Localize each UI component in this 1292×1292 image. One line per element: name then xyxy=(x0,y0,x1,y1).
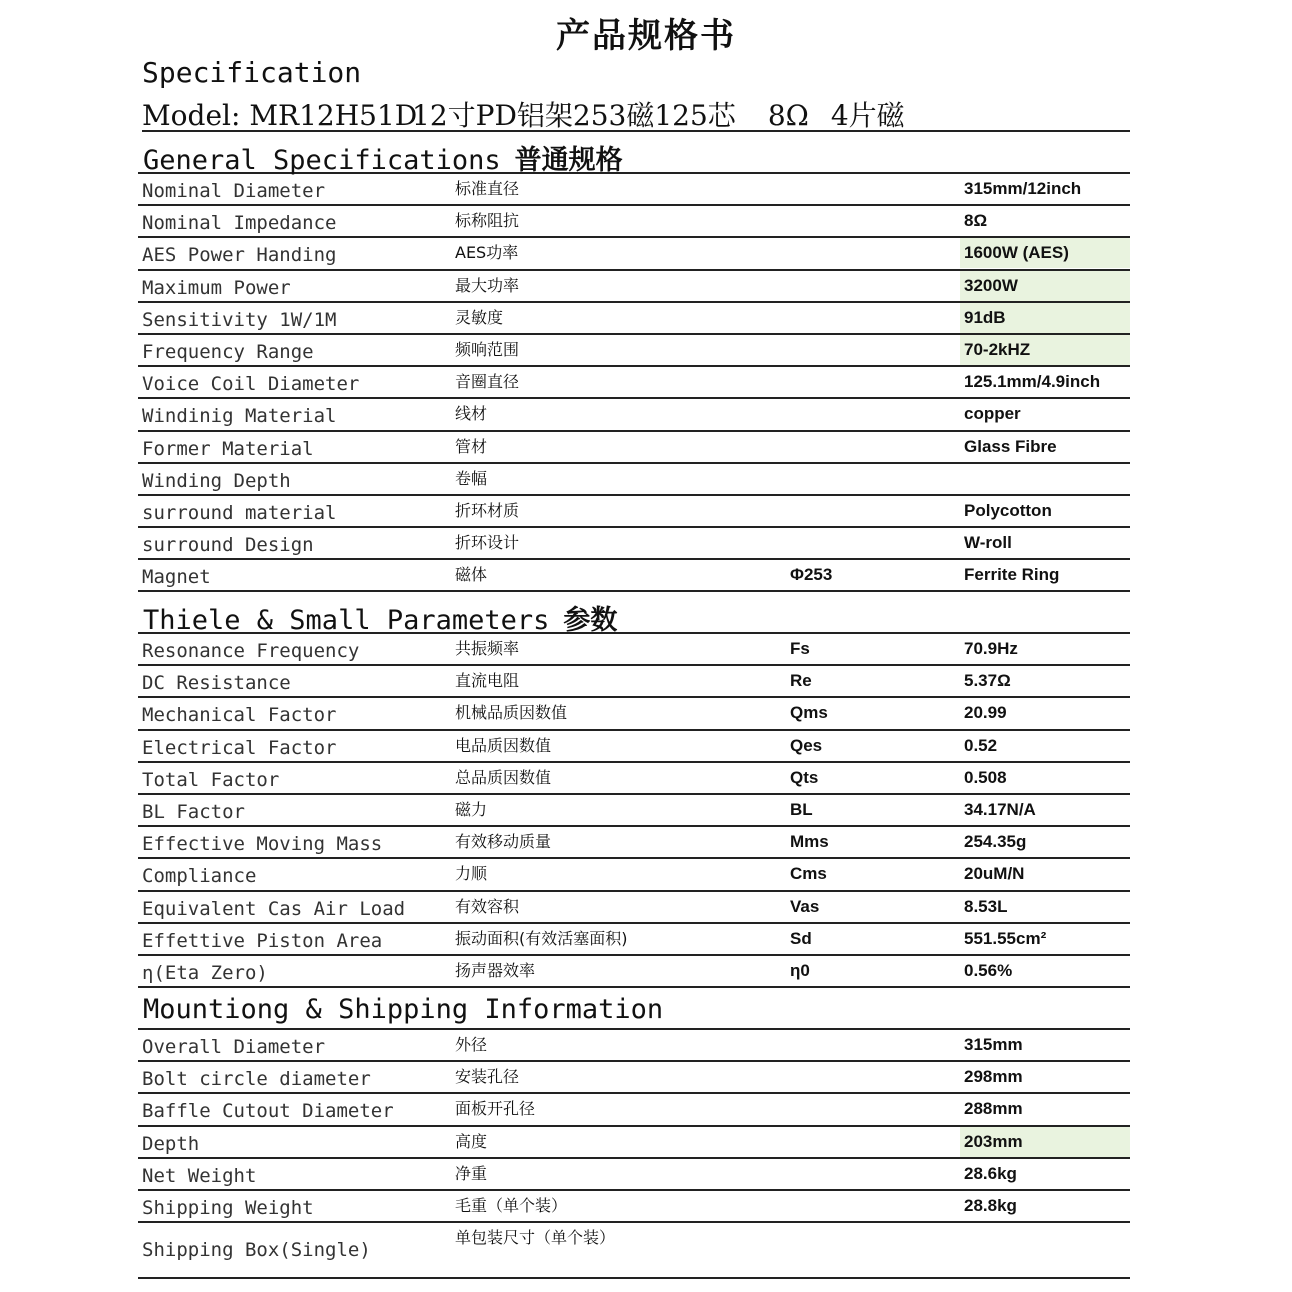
spec-name-cn: 面板开孔径 xyxy=(455,1099,536,1119)
table-row xyxy=(138,1159,1130,1191)
spec-value: 20uM/N xyxy=(964,864,1025,884)
table-row xyxy=(138,174,1130,206)
spec-name-cn: 外径 xyxy=(455,1035,488,1054)
mounting-shipping-section xyxy=(138,990,1130,1279)
spec-value: 3200W xyxy=(960,271,1130,301)
spec-name-cn: 总品质因数值 xyxy=(455,767,552,787)
spec-name-en: Frequency Range xyxy=(142,340,314,363)
model-impedance: 8Ω xyxy=(767,99,809,132)
spec-name-en: Magnet xyxy=(142,566,211,589)
spec-name-en: Baffle Cutout Diameter xyxy=(142,1100,394,1123)
spec-value: Ferrite Ring xyxy=(964,565,1060,585)
thiele-small-section xyxy=(138,594,1130,988)
spec-name-en: BL Factor xyxy=(142,800,245,823)
spec-name-cn: 标称阻抗 xyxy=(455,211,520,231)
spec-value: Glass Fibre xyxy=(964,436,1057,456)
spec-symbol: Qes xyxy=(790,735,823,755)
spec-name-en: Former Material xyxy=(142,437,314,460)
section-title-cn: 参数 xyxy=(563,605,618,636)
table-row xyxy=(138,1094,1130,1126)
spec-name-en: Shipping Box(Single) xyxy=(142,1239,371,1262)
model-label: Model: xyxy=(142,99,241,132)
spec-name-cn: 机械品质因数值 xyxy=(455,703,568,723)
spec-symbol: Re xyxy=(790,671,812,691)
spec-name-en: Electrical Factor xyxy=(142,736,337,759)
spec-symbol: BL xyxy=(790,799,813,819)
spec-table xyxy=(138,634,1130,988)
spec-symbol: Φ253 xyxy=(790,565,833,585)
spec-name-cn: 有效移动质量 xyxy=(455,832,552,852)
table-row xyxy=(138,1127,1130,1159)
spec-name-cn: 电品质因数值 xyxy=(455,735,552,755)
spec-value: 8.53L xyxy=(964,896,1008,916)
spec-value: 315mm xyxy=(964,1035,1023,1054)
model-line xyxy=(142,94,1130,132)
spec-symbol: Mms xyxy=(790,832,829,852)
spec-value: 0.56% xyxy=(964,960,1013,980)
spec-name-en: Winding Depth xyxy=(142,469,291,492)
spec-name-cn: 线材 xyxy=(455,404,488,424)
spec-value: 70-2kHZ xyxy=(960,335,1130,365)
spec-value: 70.9Hz xyxy=(964,639,1018,658)
table-row xyxy=(138,1062,1130,1094)
spec-value: 288mm xyxy=(964,1099,1023,1119)
spec-name-en: AES Power Handing xyxy=(142,244,337,267)
spec-name-cn: 扬声器效率 xyxy=(455,960,536,980)
spec-name-cn: 标准直径 xyxy=(455,179,520,198)
spec-value: 8Ω xyxy=(964,211,988,231)
spec-name-en: η(Eta Zero) xyxy=(142,961,268,984)
table-row xyxy=(138,827,1130,859)
table-row xyxy=(138,1191,1130,1223)
model-code: MR12H51D xyxy=(249,99,418,132)
section-title-cn: 普通规格 xyxy=(514,145,623,176)
spec-name-cn: 净重 xyxy=(455,1163,488,1183)
table-row xyxy=(138,496,1130,528)
spec-value xyxy=(960,1223,1130,1253)
spec-name-en: Total Factor xyxy=(142,768,280,791)
table-row xyxy=(138,464,1130,496)
spec-name-en: Sensitivity 1W/1M xyxy=(142,308,337,331)
spec-name-cn: 磁体 xyxy=(455,565,488,585)
model-magnets: 4片磁 xyxy=(830,99,905,132)
section-heading xyxy=(138,990,1130,1030)
spec-name-cn: 力顺 xyxy=(455,864,488,884)
spec-name-cn: 高度 xyxy=(455,1131,488,1151)
spec-value: 0.508 xyxy=(964,767,1007,787)
spec-value: W-roll xyxy=(964,533,1012,553)
spec-name-cn: AES功率 xyxy=(455,243,519,263)
spec-value: 28.8kg xyxy=(964,1195,1017,1215)
spec-table xyxy=(138,1030,1130,1279)
spec-name-en: DC Resistance xyxy=(142,672,291,695)
spec-name-cn: 直流电阻 xyxy=(455,671,520,691)
section-title-en: Mountiong & Shipping Information xyxy=(143,994,664,1025)
table-row xyxy=(138,956,1130,988)
spec-name-cn: 卷幅 xyxy=(455,468,488,488)
model-description: 12寸PD铝架253磁125芯 xyxy=(412,99,736,132)
section-heading xyxy=(138,594,1130,634)
spec-name-cn: 共振频率 xyxy=(455,639,520,658)
spec-value: 5.37Ω xyxy=(964,671,1011,691)
spec-name-cn: 毛重（单个装） xyxy=(455,1195,568,1215)
spec-value xyxy=(960,464,1130,494)
spec-name-cn: 灵敏度 xyxy=(455,307,504,327)
spec-symbol: Qms xyxy=(790,703,828,723)
spec-name-en: Resonance Frequency xyxy=(142,640,360,662)
table-row xyxy=(138,666,1130,698)
section-heading xyxy=(138,134,1130,174)
spec-name-en: Equivalent Cas Air Load xyxy=(142,897,406,920)
spec-value: 203mm xyxy=(960,1127,1130,1157)
spec-name-cn: 安装孔径 xyxy=(455,1067,520,1087)
spec-symbol: Vas xyxy=(790,896,820,916)
table-row xyxy=(138,795,1130,827)
table-row xyxy=(138,399,1130,431)
spec-name-cn: 折环材质 xyxy=(455,500,520,520)
table-row xyxy=(138,892,1130,924)
spec-name-en: Net Weight xyxy=(142,1164,257,1187)
spec-name-en: surround Design xyxy=(142,534,314,557)
spec-name-en: Effective Moving Mass xyxy=(142,833,383,856)
spec-name-cn: 音圈直径 xyxy=(455,372,520,392)
table-row xyxy=(138,335,1130,367)
spec-name-cn: 最大功率 xyxy=(455,275,520,295)
table-row xyxy=(138,924,1130,956)
spec-value: 315mm/12inch xyxy=(964,179,1082,198)
spec-name-cn: 折环设计 xyxy=(455,533,520,553)
spec-symbol: η0 xyxy=(790,960,810,980)
spec-value: 125.1mm/4.9inch xyxy=(964,372,1101,392)
spec-symbol: Qts xyxy=(790,767,819,787)
spec-value: 0.52 xyxy=(964,735,998,755)
table-row xyxy=(138,271,1130,303)
document-title: 产品规格书 xyxy=(556,16,736,56)
table-row xyxy=(138,303,1130,335)
table-row xyxy=(138,528,1130,560)
spec-name-cn: 管材 xyxy=(455,436,488,456)
spec-name-cn: 频响范围 xyxy=(455,339,520,359)
table-row xyxy=(138,238,1130,270)
spec-name-cn: 单包装尺寸（单个装） xyxy=(455,1228,616,1248)
table-row xyxy=(138,859,1130,891)
spec-value: 551.55cm² xyxy=(964,928,1047,948)
spec-name-en: Compliance xyxy=(142,865,257,888)
spec-value: 34.17N/A xyxy=(964,799,1036,819)
spec-name-en: surround material xyxy=(142,501,337,524)
spec-value: 28.6kg xyxy=(964,1163,1017,1183)
spec-table xyxy=(138,174,1130,592)
spec-name-en: Effettive Piston Area xyxy=(142,929,383,952)
spec-name-en: Nominal Impedance xyxy=(142,212,337,235)
specification-label: Specification xyxy=(142,56,362,89)
spec-value: 20.99 xyxy=(964,703,1007,723)
table-row xyxy=(138,206,1130,238)
spec-name-cn: 磁力 xyxy=(455,799,488,819)
spec-symbol: Fs xyxy=(790,639,810,658)
spec-value: 254.35g xyxy=(964,832,1027,852)
table-row xyxy=(138,560,1130,592)
general-specifications-section xyxy=(138,134,1130,592)
table-row xyxy=(138,1223,1130,1279)
spec-name-en: Voice Coil Diameter xyxy=(142,373,360,396)
table-row xyxy=(138,432,1130,464)
spec-name-en: Mechanical Factor xyxy=(142,704,337,727)
spec-name-en: Maximum Power xyxy=(142,276,291,299)
section-title-en: General Specifications xyxy=(143,145,501,176)
spec-symbol: Sd xyxy=(790,928,812,948)
table-row xyxy=(138,763,1130,795)
spec-value: Polycotton xyxy=(964,500,1052,520)
spec-symbol: Cms xyxy=(790,864,827,884)
spec-name-en: Shipping Weight xyxy=(142,1196,314,1219)
spec-name-en: Bolt circle diameter xyxy=(142,1068,371,1091)
spec-name-en: Depth xyxy=(142,1132,200,1155)
table-row xyxy=(138,367,1130,399)
table-row xyxy=(138,1030,1130,1062)
spec-value: copper xyxy=(964,404,1021,424)
spec-value: 1600W (AES) xyxy=(960,238,1130,268)
spec-name-en: Windinig Material xyxy=(142,405,337,428)
spec-value: 91dB xyxy=(960,303,1130,333)
table-row xyxy=(138,634,1130,666)
spec-name-cn: 振动面积(有效活塞面积) xyxy=(455,928,628,948)
spec-value: 298mm xyxy=(964,1067,1023,1087)
model-label-code xyxy=(142,99,418,132)
table-row xyxy=(138,731,1130,763)
table-row xyxy=(138,698,1130,730)
spec-name-cn: 有效容积 xyxy=(455,896,520,916)
spec-name-en: Overall Diameter xyxy=(142,1036,326,1058)
spec-name-en: Nominal Diameter xyxy=(142,180,326,202)
section-title-en: Thiele & Small Parameters xyxy=(143,605,550,636)
